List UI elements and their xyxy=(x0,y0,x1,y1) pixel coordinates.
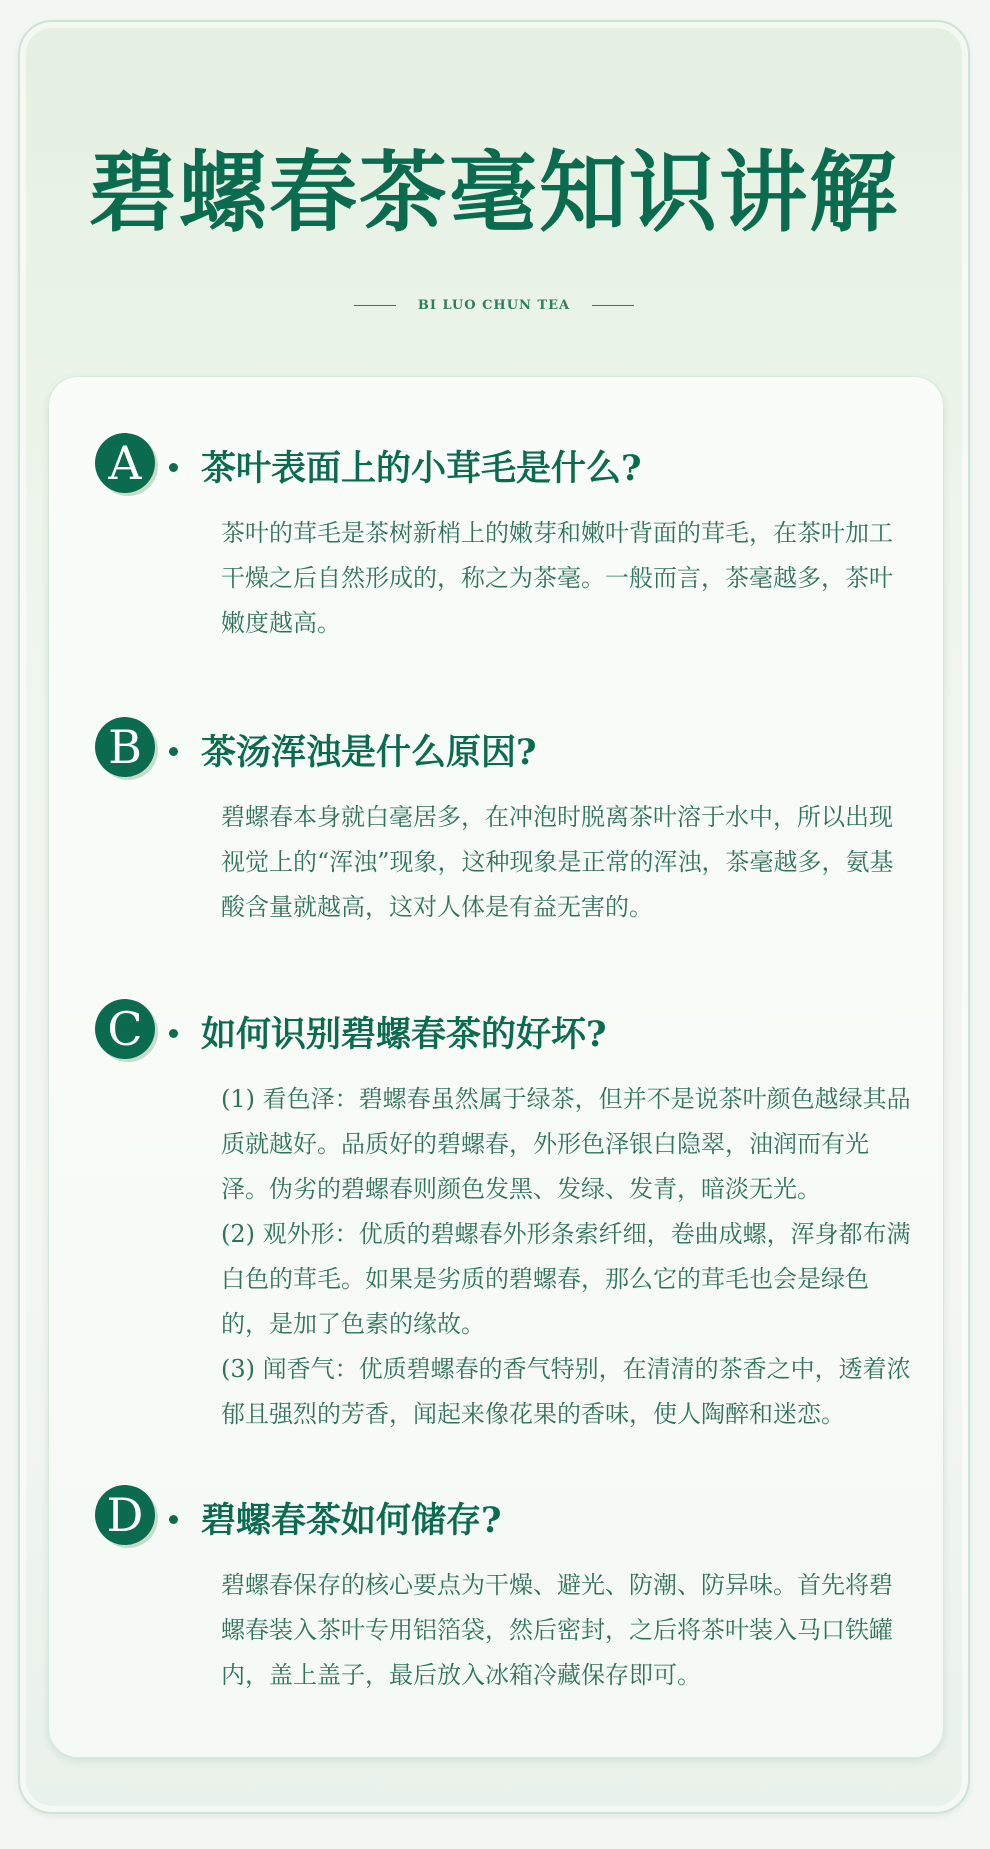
section-c-paragraph-2: (2) 观外形：优质的碧螺春外形条索纤细，卷曲成螺，浑身都布满白色的茸毛。如果是劣质的碧螺春，那么它的茸毛也会是绿色的，是加了色素的缘故。 xyxy=(221,1220,911,1338)
section-b-body xyxy=(221,795,915,930)
section-a xyxy=(95,433,915,646)
section-a-paragraph: 茶叶的茸毛是茶树新梢上的嫩芽和嫩叶背面的茸毛，在茶叶加工干燥之后自然形成的，称之为茶毫。一般而言，茶毫越多，茶叶嫩度越高。 xyxy=(221,519,893,637)
section-d-heading: 碧螺春茶如何储存? xyxy=(201,1500,502,1541)
section-b-heading: 茶汤浑浊是什么原因? xyxy=(201,732,537,773)
section-c-paragraph-1: (1) 看色泽：碧螺春虽然属于绿茶，但并不是说茶叶颜色越绿其品质就越好。品质好的碧螺春，外形色泽银白隐翠，油润而有光泽。伪劣的碧螺春则颜色发黑、发绿、发青，暗淡无光。 xyxy=(221,1085,911,1203)
section-a-badge: A xyxy=(95,433,155,493)
section-c-body xyxy=(221,1077,915,1437)
section-d-paragraph: 碧螺春保存的核心要点为干燥、避光、防潮、防异味。首先将碧螺春装入茶叶专用铝箔袋，然后密封，之后将茶叶装入马口铁罐内，盖上盖子，最后放入冰箱冷藏保存即可。 xyxy=(221,1571,893,1689)
bullet-dot-icon xyxy=(169,463,178,472)
subtitle-left-rule xyxy=(354,305,396,306)
section-a-header xyxy=(95,433,915,497)
section-c-paragraph-3: (3) 闻香气：优质碧螺春的香气特别，在清清的茶香之中，透着浓郁且强烈的芳香，闻起来像花果的香味，使人陶醉和迷恋。 xyxy=(221,1355,911,1428)
page-title: 碧螺春茶毫知识讲解 xyxy=(88,140,899,244)
content-card xyxy=(48,376,944,1758)
section-d xyxy=(95,1485,915,1698)
section-b-header xyxy=(95,717,915,781)
bullet-dot-icon xyxy=(169,747,178,756)
section-c-header xyxy=(95,999,915,1063)
section-a-body xyxy=(221,511,915,646)
subtitle-row xyxy=(20,298,968,313)
poster-frame xyxy=(18,20,970,1814)
section-b xyxy=(95,717,915,930)
bullet-dot-icon xyxy=(169,1515,178,1524)
subtitle-right-rule xyxy=(592,305,634,306)
section-c-heading: 如何识别碧螺春茶的好坏? xyxy=(201,1014,607,1055)
page-subtitle: BI LUO CHUN TEA xyxy=(417,298,571,313)
section-d-body xyxy=(221,1563,915,1698)
section-c-badge: C xyxy=(95,999,155,1059)
bullet-dot-icon xyxy=(169,1029,178,1038)
section-a-heading: 茶叶表面上的小茸毛是什么? xyxy=(201,448,642,489)
section-b-badge: B xyxy=(95,717,155,777)
section-c xyxy=(95,999,915,1437)
section-d-badge: D xyxy=(95,1485,155,1545)
section-d-header xyxy=(95,1485,915,1549)
section-b-paragraph: 碧螺春本身就白毫居多，在冲泡时脱离茶叶溶于水中，所以出现视觉上的“浑浊”现象，这种现象是正常的浑浊，茶毫越多，氨基酸含量就越高，这对人体是有益无害的。 xyxy=(221,803,894,921)
